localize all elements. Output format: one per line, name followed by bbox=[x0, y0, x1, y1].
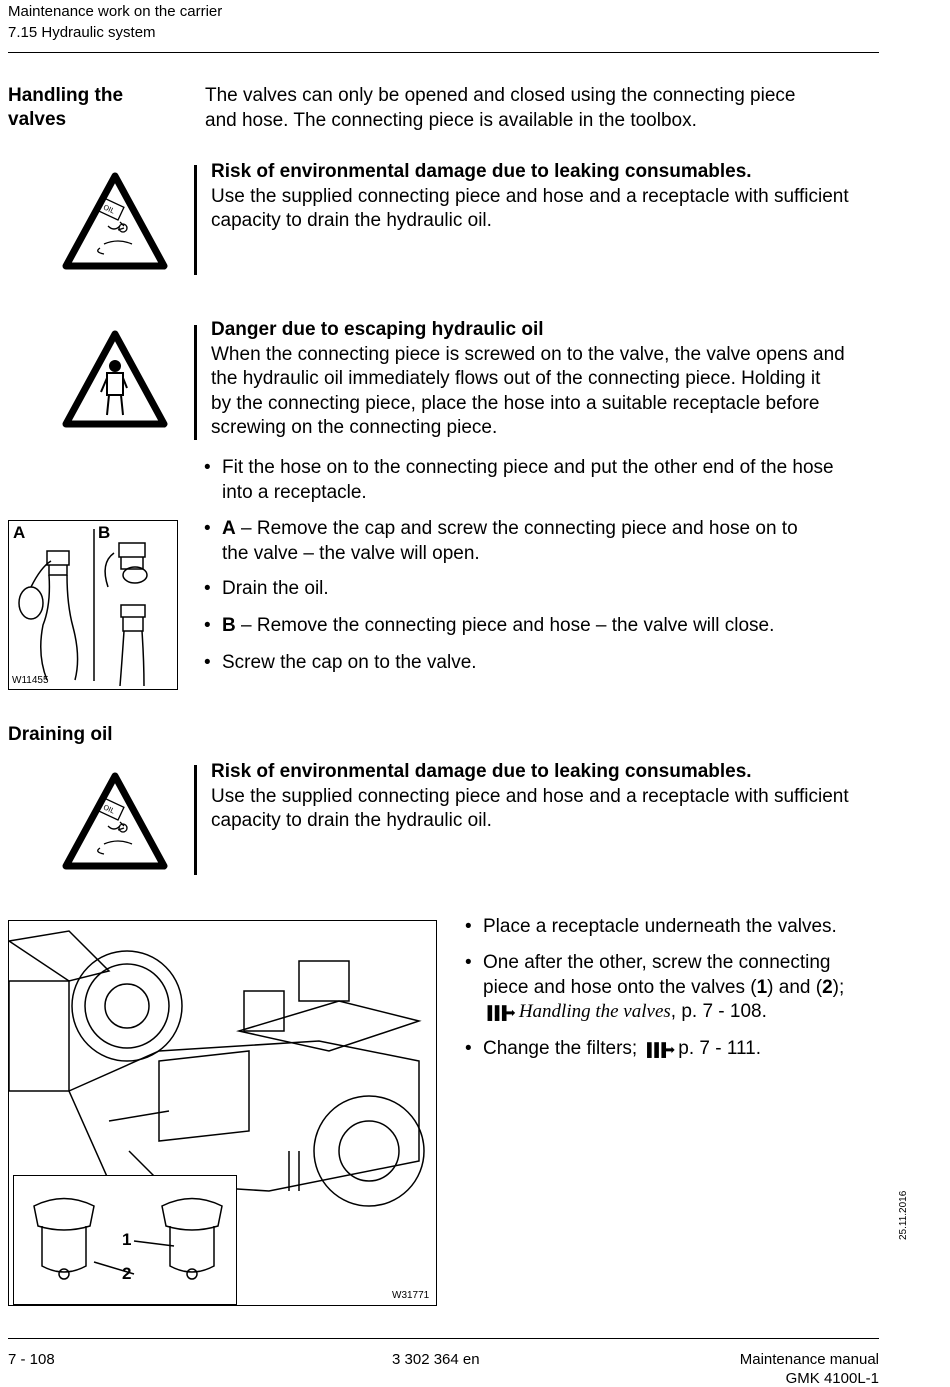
header-chapter: Maintenance work on the carrier bbox=[8, 3, 223, 20]
section-heading-draining: Draining oil bbox=[8, 724, 113, 745]
valve-ref-1: 1 bbox=[756, 976, 768, 998]
list-text: piece and hose onto the valves ( bbox=[483, 976, 757, 998]
list-text: ); bbox=[832, 976, 845, 998]
text-line: The valves can only be opened and closed using the connecting piece bbox=[205, 85, 796, 106]
list-text: – Remove the cap and screw the connecting piece and hose on to bbox=[235, 518, 798, 539]
valve-drawing bbox=[9, 521, 177, 689]
footer-rule bbox=[8, 1338, 879, 1339]
figure-code: W11455 bbox=[12, 675, 49, 686]
svg-text:OIL: OIL bbox=[101, 203, 116, 216]
figure-label-a: A bbox=[13, 523, 26, 542]
person-danger-warning-icon bbox=[60, 328, 170, 428]
model-name: GMK 4100L-1 bbox=[785, 1370, 879, 1387]
list-text: Fit the hose on to the connecting piece and put the other end of the hose bbox=[222, 457, 834, 478]
list-text: Drain the oil. bbox=[222, 578, 329, 599]
warning-title: Danger due to escaping hydraulic oil bbox=[211, 319, 544, 340]
reference-arrow-icon: ▐▐▐➡ bbox=[483, 1005, 514, 1020]
list-text: – Remove the connecting piece and hose – the valve will close. bbox=[235, 615, 775, 636]
environment-oil-warning-icon bbox=[60, 770, 170, 870]
valve-ref-2: 2 bbox=[822, 976, 833, 998]
warning-text: When the connecting piece is screwed on to the valve, the valve opens and bbox=[211, 343, 845, 365]
list-text: One after the other, screw the connecting bbox=[483, 952, 831, 973]
figure-valve-ab bbox=[8, 520, 178, 690]
valve-detail-inset bbox=[13, 1175, 237, 1305]
warning-text: capacity to drain the hydraulic oil. bbox=[211, 210, 492, 231]
warning-text: screwing on the connecting piece. bbox=[211, 417, 498, 438]
warning-title: Risk of environmental damage due to leaking consumables. bbox=[211, 761, 752, 782]
warning-bar bbox=[194, 325, 197, 440]
warning-bar bbox=[194, 165, 197, 275]
warning-danger-oil bbox=[211, 318, 845, 441]
page-number: 7 - 108 bbox=[8, 1351, 55, 1368]
header-section: 7.15 Hydraulic system bbox=[8, 24, 156, 41]
side-date: 25.11.2016 bbox=[898, 1190, 909, 1240]
figure-label-b: B bbox=[98, 523, 111, 542]
warning-env-2 bbox=[211, 760, 849, 834]
warning-env-1 bbox=[211, 160, 849, 234]
valve-ref-b: B bbox=[222, 615, 236, 636]
list-text: ) and ( bbox=[767, 976, 823, 998]
svg-text:OIL: OIL bbox=[101, 803, 116, 816]
valve-ref-a: A bbox=[222, 518, 236, 539]
section-heading-handling bbox=[8, 84, 123, 132]
cross-reference-link[interactable] bbox=[642, 1038, 761, 1059]
cross-reference-link[interactable] bbox=[483, 1000, 844, 1026]
document-number: 3 302 364 en bbox=[392, 1351, 480, 1368]
warning-text: capacity to drain the hydraulic oil. bbox=[211, 810, 492, 831]
list-text: Place a receptacle underneath the valves. bbox=[483, 916, 837, 937]
text-line: and hose. The connecting piece is available in the toolbox. bbox=[205, 109, 697, 131]
warning-text: by the connecting piece, place the hose into a suitable receptacle before bbox=[211, 392, 820, 414]
intro-text bbox=[205, 84, 795, 133]
reference-arrow-icon: ▐▐▐➡ bbox=[642, 1042, 674, 1057]
reference-page: p. 7 - 111. bbox=[673, 1038, 762, 1059]
warning-text: the hydraulic oil immediately flows out of the connecting piece. Holding it bbox=[211, 368, 821, 389]
heading-line: valves bbox=[8, 109, 67, 130]
figure-carrier-valves bbox=[8, 920, 437, 1306]
list-text: the valve – the valve will open. bbox=[222, 542, 480, 564]
manual-title: Maintenance manual bbox=[739, 1351, 879, 1368]
figure-code: W31771 bbox=[392, 1290, 430, 1301]
environment-oil-warning-icon bbox=[60, 170, 170, 270]
list-text: Screw the cap on to the valve. bbox=[222, 652, 477, 673]
callout-2: 2 bbox=[122, 1264, 132, 1283]
header-rule bbox=[8, 52, 879, 53]
warning-text: Use the supplied connecting piece and hose and a receptacle with sufficient bbox=[211, 785, 849, 807]
list-text: Change the filters; bbox=[483, 1038, 638, 1059]
heading-line: Handling the bbox=[8, 85, 124, 106]
reference-title: Handling the valves bbox=[518, 1001, 671, 1022]
warning-title: Risk of environmental damage due to leaking consumables. bbox=[211, 161, 752, 182]
warning-bar bbox=[194, 765, 197, 875]
callout-1: 1 bbox=[122, 1230, 132, 1249]
list-text: into a receptacle. bbox=[222, 481, 367, 503]
reference-page: , p. 7 - 108. bbox=[670, 1001, 767, 1022]
warning-text: Use the supplied connecting piece and hose and a receptacle with sufficient bbox=[211, 185, 849, 207]
